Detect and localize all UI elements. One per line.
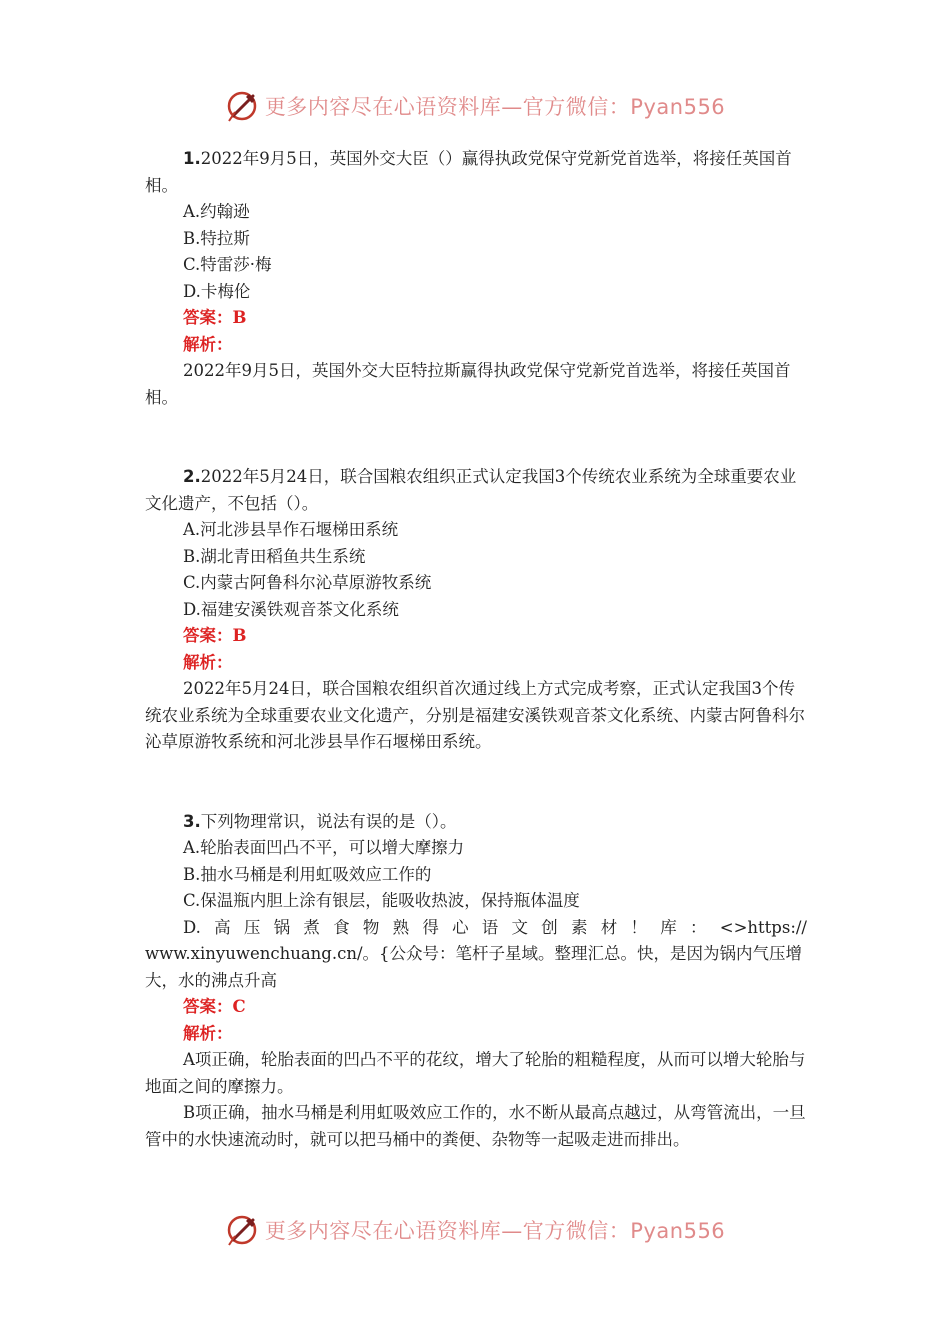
analysis-text: A项正确，轮胎表面的凹凸不平的花纹，增大了轮胎的粗糙程度，从而可以增大轮胎与地面之间的摩擦力。	[145, 1050, 806, 1096]
question-2	[145, 464, 807, 756]
answer: 答案：B	[183, 626, 247, 645]
option-b: B.特拉斯	[183, 228, 250, 248]
option-c: C.特雷莎·梅	[183, 255, 272, 274]
question-stem: 1.2022年9月5日，英国外交大臣（）赢得执政党保守党新党首选举，将接任英国首相。	[145, 149, 792, 195]
question-stem: 3.下列物理常识，说法有误的是（）。	[183, 811, 457, 831]
footer-banner	[0, 1210, 950, 1250]
answer: 答案：C	[183, 997, 246, 1016]
question-3	[145, 809, 807, 1154]
option-d-rest: www.xinyuwenchuang.cn/。{公众号：笔杆子星域。整理汇总。快，是因为锅内气压增大，水的沸点升高	[145, 944, 803, 990]
banner-text: 更多内容尽在心语资料库—官方微信：Pyan556	[264, 1219, 726, 1243]
question-stem: 2.2022年5月24日，联合国粮农组织正式认定我国3个传统农业系统为全球重要农业文化遗产，不包括（）。	[145, 467, 797, 513]
banner-text: 更多内容尽在心语资料库—官方微信：Pyan556	[264, 95, 726, 119]
option-c: C.内蒙古阿鲁科尔沁草原游牧系统	[183, 573, 432, 592]
answer: 答案：B	[183, 308, 247, 327]
analysis-label: 解析：	[183, 1023, 233, 1043]
question-number: 3.	[183, 811, 201, 831]
header-banner	[0, 86, 950, 126]
option-d: D.卡梅伦	[183, 281, 251, 301]
analysis-label: 解析：	[183, 334, 233, 354]
analysis-label: 解析：	[183, 652, 233, 672]
question-1	[145, 146, 807, 411]
analysis-text: B项正确，抽水马桶是利用虹吸效应工作的，水不断从最高点越过，从弯管流出，一旦管中的水快速流动时，就可以把马桶中的粪便、杂物等一起吸走进而排出。	[145, 1103, 806, 1149]
analysis-text: 2022年5月24日，联合国粮农组织首次通过线上方式完成考察，正式认定我国3个传统农业系统为全球重要农业文化遗产，分别是福建安溪铁观音茶文化系统、内蒙古阿鲁科尔沁草原游牧系统和河北涉县旱作石堰梯田系统。	[145, 679, 805, 751]
option-d: D.福建安溪铁观音茶文化系统	[183, 599, 399, 619]
option-a: A.河北涉县旱作石堰梯田系统	[183, 520, 399, 539]
option-a: A.约翰逊	[183, 202, 250, 221]
option-d-line1: D.高压锅煮食物熟得心语文创素材！库：<>https://	[183, 917, 807, 937]
option-a: A.轮胎表面凹凸不平，可以增大摩擦力	[183, 838, 465, 857]
question-number: 2.	[183, 467, 201, 486]
option-b: B.抽水马桶是利用虹吸效应工作的	[183, 864, 432, 884]
document-body	[145, 146, 807, 1153]
pen-logo-icon	[225, 1212, 261, 1248]
option-b: B.湖北青田稻鱼共生系统	[183, 546, 366, 566]
pen-logo-icon	[225, 88, 261, 124]
question-number: 1.	[183, 149, 201, 168]
analysis-text: 2022年9月5日，英国外交大臣特拉斯赢得执政党保守党新党首选举，将接任英国首相。	[145, 361, 791, 407]
option-c: C.保温瓶内胆上涂有银层，能吸收热波，保持瓶体温度	[183, 891, 580, 910]
